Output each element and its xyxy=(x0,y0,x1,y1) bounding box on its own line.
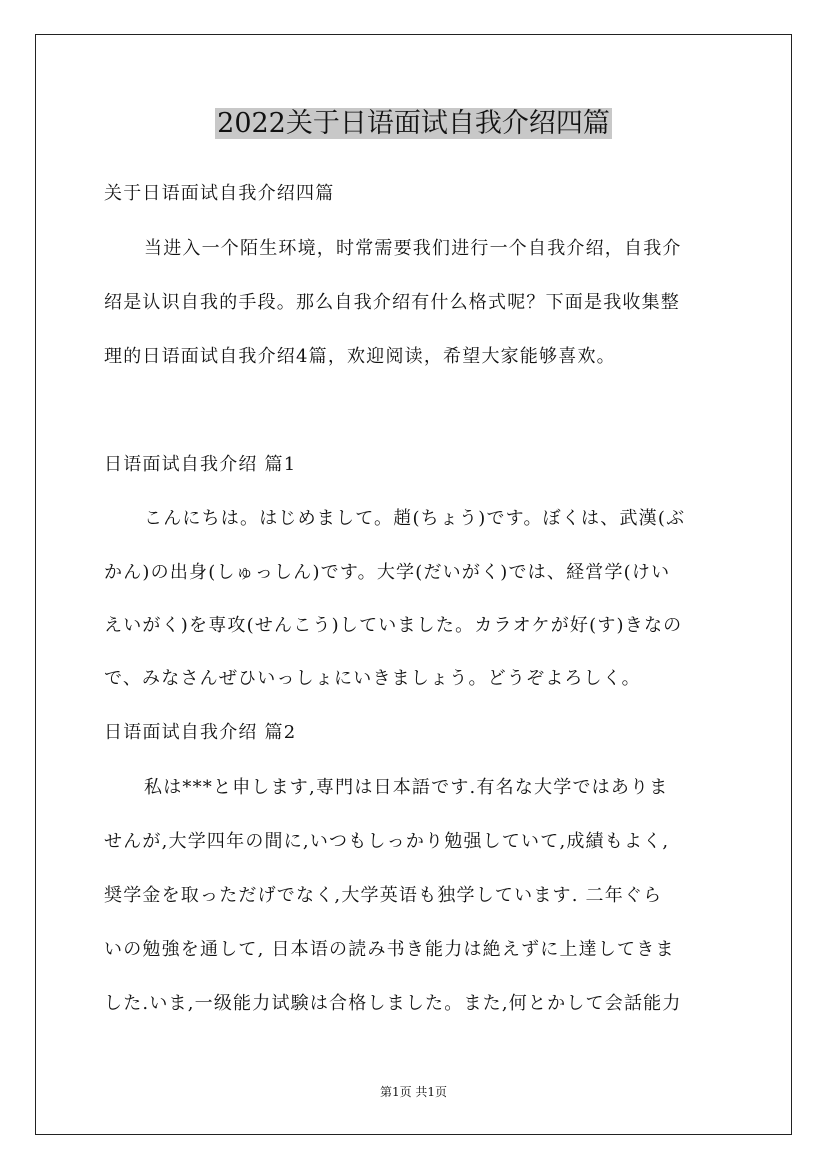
document-title-text: 2022关于日语面试自我介绍四篇 xyxy=(217,108,610,139)
document-title xyxy=(0,104,827,144)
section-line: こんにちは。はじめまして。趙(ちょう)です。ぼくは、武漢(ぶ xyxy=(144,508,686,529)
document-subtitle: 关于日语面试自我介绍四篇 xyxy=(104,183,335,204)
section-line: で、みなさんぜひいっしょにいきましょう。どうぞよろしく。 xyxy=(104,668,641,689)
section-line: かん)の出身(しゅっしん)です。大学(だいがく)では、経営学(けい xyxy=(104,562,671,583)
section-line: いの勉強を通して, 日本语の読み书き能力は絶えずに上達してきま xyxy=(104,939,675,960)
section-line: 私は***と申します,専門は日本語です.有名な大学ではありま xyxy=(144,777,669,798)
intro-line: 理的日语面试自我介绍4篇，欢迎阅读，希望大家能够喜欢。 xyxy=(104,346,616,367)
intro-line: 绍是认识自我的手段。那么自我介绍有什么格式呢？下面是我收集整 xyxy=(104,292,680,313)
intro-line: 当进入一个陌生环境，时常需要我们进行一个自我介绍，自我介 xyxy=(144,238,682,259)
section-heading: 日语面试自我介绍 篇2 xyxy=(104,722,297,743)
page-footer: 第1页 共1页 xyxy=(379,1085,448,1099)
section-line: 奨学金を取っただげでなく,大学英语も独学しています. 二年ぐら xyxy=(104,885,663,906)
section-line: せんが,大学四年の間に,いつもしっかり勉强していて,成績もよく, xyxy=(104,831,670,852)
section-heading: 日语面试自我介绍 篇1 xyxy=(104,454,297,475)
section-line: えいがく)を専攻(せんこう)していました。カラオケが好(す)きなの xyxy=(104,615,683,636)
section-line: した.いま,一级能力试験は合格しました。また,何とかして会話能力 xyxy=(104,993,682,1014)
